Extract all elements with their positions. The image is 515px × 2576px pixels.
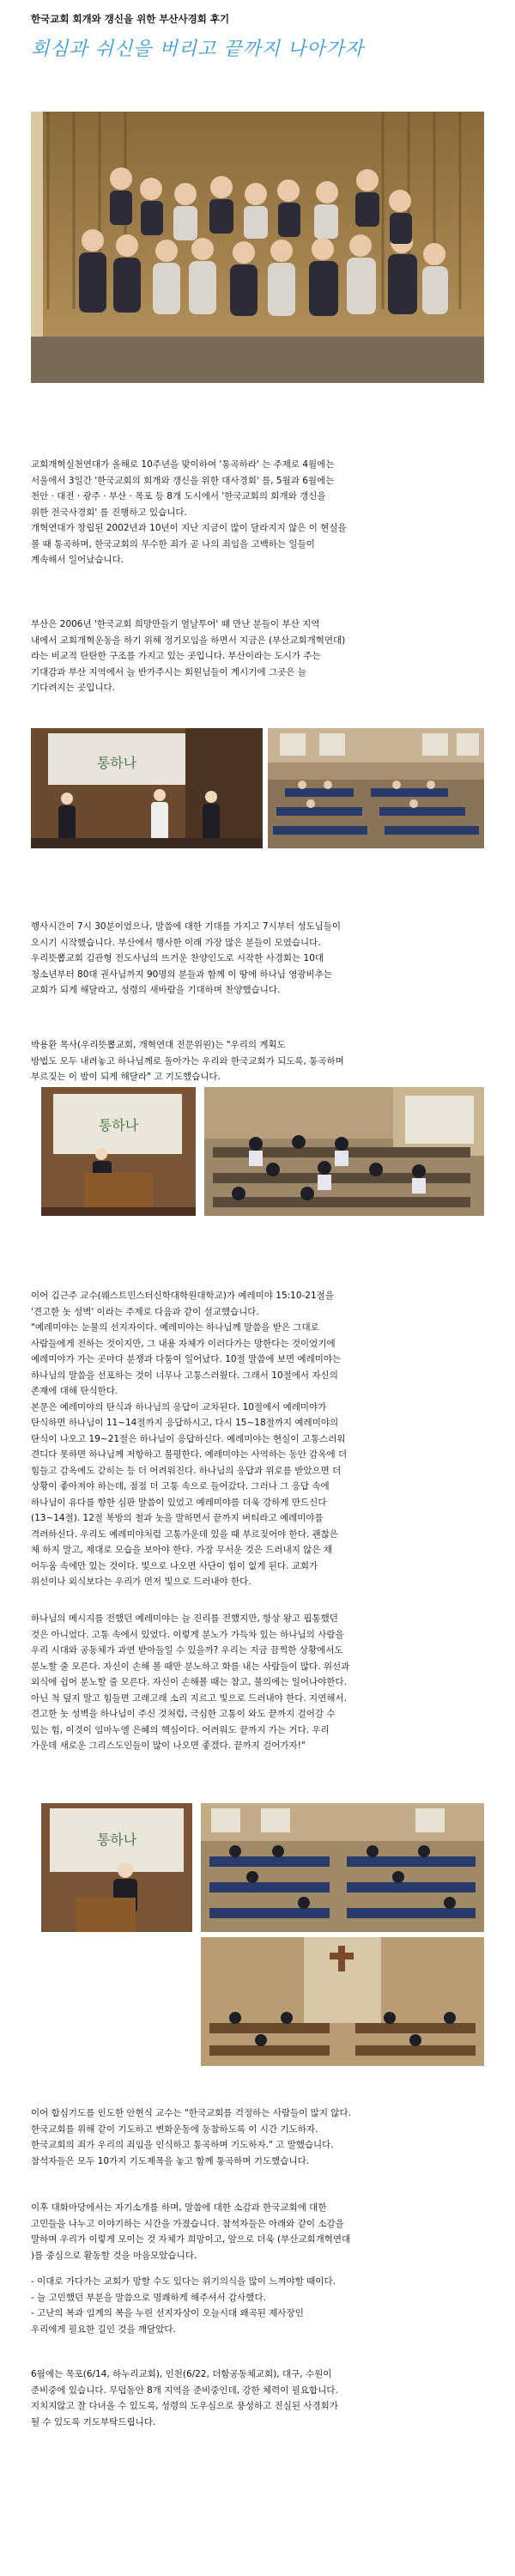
text-line: 견디다 못하면 하나님께 저항하고 불평한다. 예레미야는 사역하는 동안 감옥에 더: [31, 1449, 348, 1460]
text-line: 하나님의 말씀을 선포하는 것이 너무나 고통스러웠다. 그래서 10절에서 자신의: [31, 1370, 338, 1381]
text-line: 개혁연대가 창립된 2002년과 10년이 지난 지금이 많이 달라지지 않은 이 현실을: [31, 523, 347, 533]
text-line: 탄식하면 하나님이 11~14절까지 응답하시고, 다시 15~18절까지 예레미야의: [31, 1418, 339, 1428]
church-interior-photo: [201, 1937, 484, 2066]
text-line: 있는 힘, 이것이 임마누엘 은혜의 핵심이다. 어려워도 끝까지 가는 거다. 우리: [31, 1724, 330, 1735]
text-line: 기대감과 부산 지역에서 늘 반가주시는 회원님들이 계시기에 그곳은 늘: [31, 666, 306, 677]
text-line: 우리에게 필요한 길인 것을 깨달았다.: [31, 2324, 176, 2335]
text-line: 어두움 속에만 있는 것이다. 빛으로 나오면 사단이 힘이 없게 된다. 교회가: [31, 1560, 318, 1571]
text-line: 예레미야가 가는 곳마다 분쟁과 다툼이 일어났다. 10절 말씀에 보면 예레미야는: [31, 1354, 342, 1364]
text-line: 위한 전국사경회' 를 진행하고 있습니다.: [31, 507, 187, 518]
text-line: 하나님의 메시지를 전했던 예레미야는 늘 진리를 전했지만, 항상 왕고 핍통했던: [31, 1613, 338, 1624]
text-line: 위선이나 외식보다는 우리가 먼저 빛으로 드러내야 한다.: [31, 1577, 251, 1587]
text-line: 견고한 놋 성벽을 하나님이 주신 것처럼, 극심한 고통이 와도 끝까지 걸어갈 수: [31, 1709, 336, 1719]
text-line: 교회개혁실천연대가 올해로 10주년을 맞이하여 '통곡하라' 는 주제로 4월에는: [31, 459, 335, 470]
text-line: 교회가 되게 해달라고, 성령의 새바람을 기대하며 찬양했습니다.: [31, 985, 281, 995]
text-line: 이어 합심기도를 인도한 안현식 교수는 "한국교회를 걱정하는 사람들이 많지 않다.: [31, 2108, 351, 2118]
text-line: (13~14절). 12절 북방의 철과 놋을 말하면서 끝까지 버티라고 예레미야를: [31, 1513, 324, 1523]
text-line: 말하며 우리가 이렇게 모이는 것 자체가 희망이고, 앞으로 더욱 (부산교회개혁연대: [31, 2234, 351, 2245]
worship-photo-banner: 통하나: [96, 755, 137, 771]
text-line: 부산은 2006년 '한국교회 희망만들기 열날투어' 때 만난 분들이 부산 지역: [31, 619, 320, 629]
text-line: - 늘 고민했던 부분을 말씀으로 명쾌하게 해주셔서 감사했다.: [31, 2292, 266, 2303]
audience-photo: [204, 1087, 484, 1216]
text-line: 상황이 좋아져야 하는데, 점점 더 고통 속으로 들어갔다. 그러나 그 응답 속에: [31, 1481, 330, 1492]
congregation-photo: [268, 728, 484, 848]
text-line: 참석자들은 모두 10가지 기도제목을 놓고 함께 통곡하며 기도했습니다.: [31, 2155, 310, 2166]
text-line: 외식에 쉽어 분노할 줄 모른다. 자신이 손해볼 때는 참고, 불의에는 일어나야한다.: [31, 1677, 347, 1687]
text-line: 하나님이 유다를 향한 심판 말씀이 있었고 예레미야를 더욱 강하게 만드신다: [31, 1497, 327, 1508]
text-line: '견고한 놋 성벽' 이라는 주제로 다음과 같이 설교했습니다.: [31, 1306, 259, 1317]
text-line: 격려하신다. 우리도 예레미야처럼 고통가운데 있을 때 부르짖어야 한다. 괜찮은: [31, 1528, 338, 1540]
text-line: 볼 때 통곡하며, 한국교회의 무수한 죄가 곧 나의 죄임을 고백하는 일들이: [31, 538, 315, 550]
group-photo: [31, 112, 484, 383]
text-line: 탄식이 나오고 19~21절은 하나님이 응답하신다. 예레미야는 현실이 고통스러워: [31, 1433, 346, 1444]
text-line: 것은 아니었다. 고통 속에서 있었다. 이렇게 분노가 가득차 있는 하나님의 사람을: [31, 1629, 344, 1640]
text-line: 존재에 대해 탄식한다.: [31, 1386, 118, 1396]
text-line: 준비중에 있습니다. 무덥동안 8개 지역을 준비중인데, 강한 체력이 필요합니다.: [31, 2385, 338, 2396]
text-line: - 고난의 복과 임계의 복을 누린 선지자상이 오늘시대 왜곡된 제사장인: [31, 2308, 304, 2318]
text-line: 행사시간이 7시 30분이었으나, 말씀에 대한 기대를 가지고 7시부터 성도님들이: [31, 921, 342, 932]
text-line: 가운데 새로운 그리스도인들이 많이 나오면 좋겠다. 끝까지 걸어가자!": [31, 1741, 306, 1751]
text-line: 6월에는 목포(6/14, 하누리교회), 인천(6/22, 더함공동체교회), 대구, 수원이: [31, 2369, 332, 2379]
paragraph-10: [31, 2366, 494, 2430]
preacher-photo-banner: 통하나: [98, 1117, 139, 1133]
paragraph-2: [31, 617, 494, 696]
prayer-photo: [201, 1803, 484, 1932]
text-line: 사람들에게 전하는 것이지만, 그 내용 자체가 이러다가는 망한다는 것이었기에: [31, 1338, 336, 1349]
text-line: 라는 비교적 탄탄한 구조를 가지고 있는 곳입니다. 부산이라는 도시가 주는: [31, 651, 321, 661]
page-subtitle: 회심과 쉬신을 버리고 끝까지 나아가자: [31, 39, 365, 60]
preacher-photo: [41, 1087, 196, 1216]
text-line: 우리 시대와 공동체가 과연 받아들일 수 있을까? 우리는 지금 끔찍한 상황에서도: [31, 1645, 343, 1656]
text-line: )를 중심으로 활동할 것을 마음모았습니다.: [31, 2250, 197, 2261]
text-line: 내에서 교회개혁운동을 하기 위해 정기모임을 하면서 지금은 (부산교회개혁연대): [31, 635, 346, 646]
text-line: 본문은 예레미야의 탄식과 하나님의 응답이 교차된다. 10절에서 예레미야가: [31, 1401, 327, 1413]
sermon-photo-banner: 통하나: [96, 1832, 137, 1848]
text-line: 체 하지 말고, 제대로 모습을 보아야 한다. 가장 무서운 것은 드러내지 않은 채: [31, 1545, 333, 1555]
text-line: 서울에서 3일간 '한국교회의 회개와 갱신을 위한 대사경회' 를, 5월과 6월에는: [31, 475, 335, 486]
text-line: 우리뜻뽑교회 김관형 전도사님의 뜨거운 찬양인도로 시작한 사경회는 10대: [31, 953, 324, 963]
text-line: 될 수 있도록 기도부탁드립니다.: [31, 2416, 156, 2427]
text-line: 지치지않고 잘 다녀올 수 있도록, 성령의 도우심으로 풍성하고 진실된 사경회가: [31, 2401, 338, 2411]
text-line: 힘들고 감옥에도 갇히는 등 더 어려워진다. 하나님의 응답과 위로를 받았으면 더: [31, 1465, 342, 1476]
sermon-photo: [41, 1803, 192, 1932]
page-title: 한국교회 회개와 갱신을 위한 부산사경회 후기: [31, 13, 230, 25]
paragraph-1: [31, 457, 494, 568]
text-line: "예레미야는 눈물의 선지자이다. 예레미야는 하나님께 말씀을 받은 그대로: [31, 1322, 319, 1333]
text-line: 오시기 시작했습니다. 부산에서 행사한 이래 가장 많은 분들이 모였습니다.: [31, 937, 321, 948]
text-line: 천안 · 대전 · 광주 · 부산 · 목포 등 8개 도시에서 '한국교회의 회개와 갱신을: [31, 491, 326, 501]
text-line: 고민들을 나누고 이야기하는 시간을 가졌습니다. 참석자들은 아래와 같이 소감을: [31, 2218, 344, 2229]
text-line: 기다려지는 곳입니다.: [31, 683, 115, 693]
text-line: 방법도 모두 내려놓고 하나님께로 돌아가는 우리와 한국교회가 되도록, 통곡하며: [31, 1055, 344, 1066]
text-line: 청소년부터 80대 권사님까지 90명의 분들과 함께 이 땅에 하나님 영광비추는: [31, 969, 332, 980]
paragraph-7: [31, 2105, 494, 2169]
paragraph-3: [31, 919, 494, 999]
text-line: 한국교회의 죄가 우리의 죄임을 인식하고 통곡하며 기도하자." 고 말했습니다.: [31, 2140, 334, 2150]
paragraph-9: [31, 2274, 494, 2337]
worship-photo: [31, 728, 263, 848]
text-line: - 이대로 가다가는 교회가 망할 수도 있다는 위기의식을 많이 느껴야할 때이다.: [31, 2276, 336, 2287]
paragraph-5: [31, 1288, 494, 1590]
paragraph-4: [31, 1037, 494, 1085]
text-line: 한국교회를 위해 같이 기도하고 변화운동에 동참하도록 이 시간 기도하자.: [31, 2123, 318, 2135]
text-line: 분노할 줄 모른다. 자신이 손해 볼 때만 분노하고 화를 내는 사람들이 많다. 위선과: [31, 1661, 350, 1672]
text-line: 부르짖는 이 밤이 되게 해달라" 고 기도했습니다.: [31, 1072, 221, 1082]
paragraph-6: [31, 1611, 494, 1754]
text-line: 박용환 목사(우리뜻뽑교회, 개혁연대 전문위원)는 "우리의 계획도: [31, 1040, 286, 1050]
paragraph-8: [31, 2200, 494, 2263]
text-line: 계속해서 일어났습니다.: [31, 555, 124, 565]
text-line: 아닌 척 덮지 말고 힘들면 고래고래 소리 지르고 빛으로 드러내야 한다. 지연해서.: [31, 1692, 347, 1704]
text-line: 이어 김근주 교수(웨스트민스터신학대학원대학교)가 예레미야 15:10-21절을: [31, 1291, 334, 1301]
text-line: 이후 대화마당에서는 자기소개를 하며, 말씀에 대한 소감과 한국교회에 대한: [31, 2202, 327, 2213]
